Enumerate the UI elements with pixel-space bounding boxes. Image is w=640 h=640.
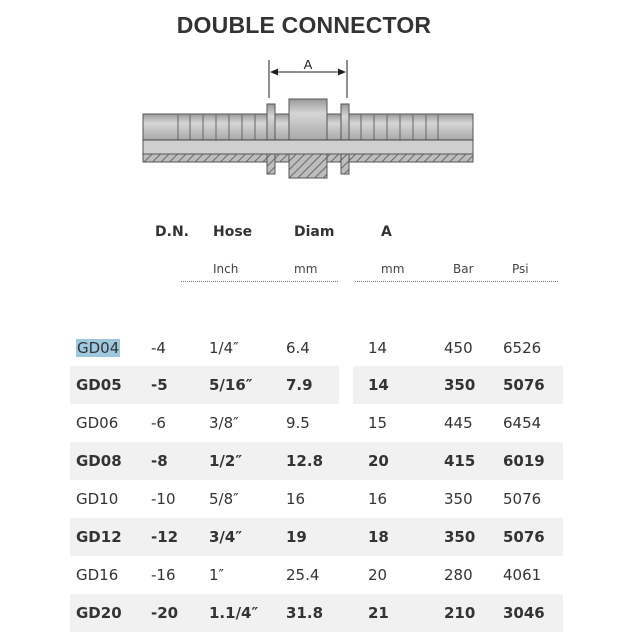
unit-a: mm (381, 262, 405, 276)
table-row (70, 594, 563, 632)
cell-code: GD06 (76, 414, 119, 432)
cell-diam: 16 (286, 490, 306, 508)
table-row (70, 442, 563, 480)
cell-hose: 3/8″ (209, 414, 239, 432)
table-row (70, 329, 563, 367)
page-title: DOUBLE CONNECTOR (176, 12, 432, 38)
cell-bar: 445 (444, 414, 473, 432)
table-row (70, 366, 563, 404)
cell-dn: -8 (151, 452, 168, 470)
cell-dn: -5 (151, 376, 168, 394)
cell-dn: -20 (151, 604, 179, 622)
cell-dn: -10 (151, 490, 176, 508)
table-row (70, 518, 563, 556)
cell-diam: 31.8 (286, 604, 324, 622)
cell-psi: 6019 (503, 452, 545, 470)
cell-a: 16 (368, 490, 388, 508)
cell-bar: 415 (444, 452, 476, 470)
cell-dn: -4 (151, 339, 166, 357)
cell-diam: 25.4 (286, 566, 320, 584)
cell-dn: -16 (151, 566, 176, 584)
cell-code: GD05 (76, 376, 122, 394)
cell-diam: 19 (286, 528, 307, 546)
selected-text: GD04 (77, 339, 120, 357)
cell-code: GD16 (76, 566, 119, 584)
cell-psi: 6454 (503, 414, 542, 432)
cell-a: 20 (368, 566, 388, 584)
cell-diam: 12.8 (286, 452, 324, 470)
cell-a: 21 (368, 604, 389, 622)
cell-hose: 1/4″ (209, 339, 239, 357)
cell-psi: 3046 (503, 604, 545, 622)
row-gap (339, 366, 353, 404)
table-row (70, 480, 563, 518)
unit-diam: mm (294, 262, 318, 276)
cell-bar: 280 (444, 566, 473, 584)
cell-bar: 350 (444, 528, 476, 546)
header-a: A (381, 224, 392, 240)
header-dn: D.N. (155, 224, 189, 240)
unit-hose: Inch (213, 262, 239, 276)
cell-bar: 450 (444, 339, 473, 357)
cell-psi: 5076 (503, 490, 542, 508)
cell-bar: 350 (444, 376, 476, 394)
cell-psi: 5076 (503, 376, 545, 394)
dimension-a-label: A (303, 57, 313, 72)
cell-psi: 5076 (503, 528, 545, 546)
cell-a: 18 (368, 528, 389, 546)
double-connector-drawing (135, 55, 485, 185)
cell-psi: 4061 (503, 566, 542, 584)
table-row (70, 404, 563, 442)
header-diam: Diam (294, 224, 335, 240)
cell-a: 15 (368, 414, 388, 432)
cell-code[interactable] (76, 329, 120, 367)
unit-divider-left (181, 281, 338, 282)
cell-a: 20 (368, 452, 389, 470)
cell-bar: 210 (444, 604, 476, 622)
cell-a: 14 (368, 376, 389, 394)
cell-code: GD12 (76, 528, 122, 546)
unit-divider-right (355, 281, 558, 282)
cell-psi: 6526 (503, 339, 542, 357)
cell-hose: 1″ (209, 566, 225, 584)
cell-hose: 3/4″ (209, 528, 243, 546)
cell-code: GD08 (76, 452, 122, 470)
unit-psi: Psi (512, 262, 529, 276)
cell-diam: 6.4 (286, 339, 310, 357)
cell-diam: 9.5 (286, 414, 310, 432)
table-row (70, 556, 563, 594)
cell-hose: 5/8″ (209, 490, 239, 508)
cell-code: GD20 (76, 604, 122, 622)
cell-dn: -12 (151, 528, 179, 546)
cell-hose: 1.1/4″ (209, 604, 259, 622)
header-hose: Hose (213, 224, 253, 240)
cell-bar: 350 (444, 490, 473, 508)
cell-a: 14 (368, 339, 388, 357)
cell-diam: 7.9 (286, 376, 313, 394)
cell-hose: 1/2″ (209, 452, 243, 470)
cell-code: GD10 (76, 490, 119, 508)
cell-hose: 5/16″ (209, 376, 253, 394)
unit-bar: Bar (453, 262, 474, 276)
cell-dn: -6 (151, 414, 166, 432)
